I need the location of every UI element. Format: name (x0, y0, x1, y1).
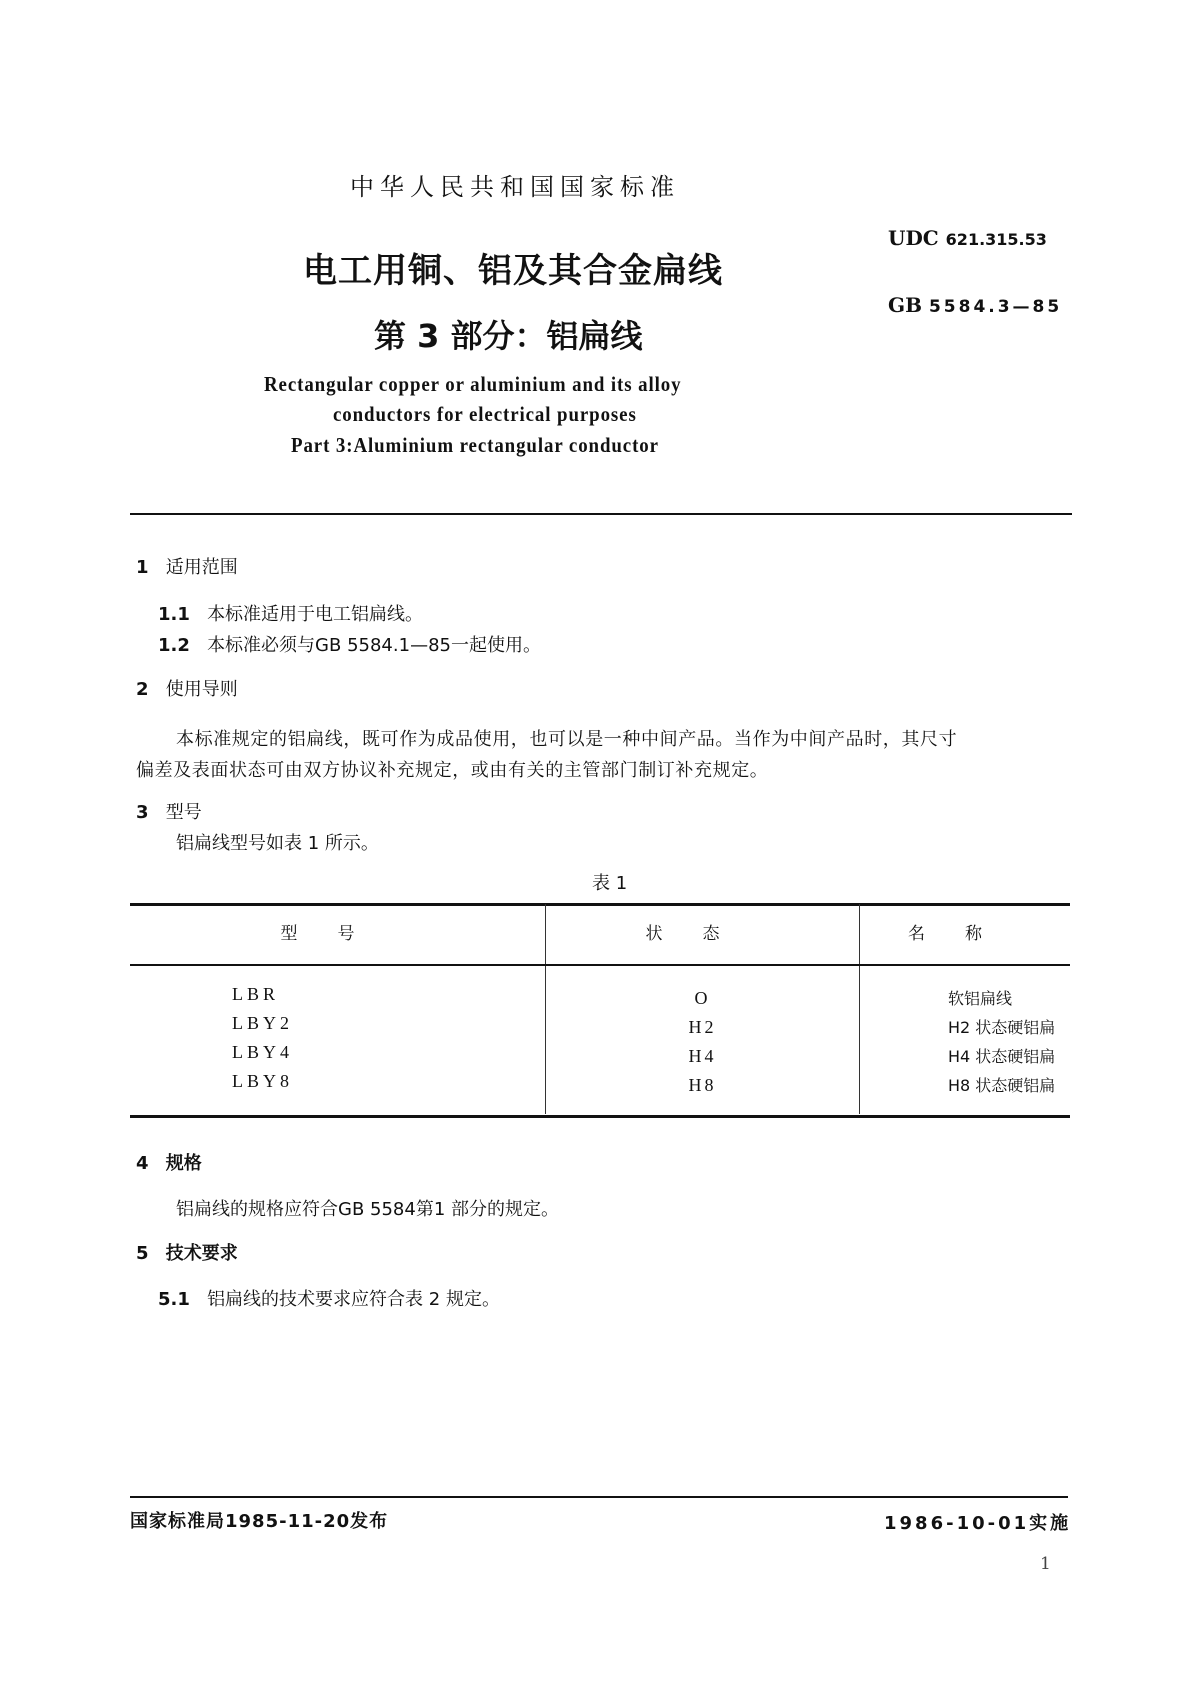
section-3-text: 铝扁线型号如表 1 所示。 (176, 833, 379, 854)
section-number: 3 (136, 802, 149, 823)
udc-label: UDC (888, 226, 939, 250)
table-cell: H8 状态硬铝扁 (948, 1076, 1056, 1095)
table-body (130, 965, 1070, 1114)
section-number: 2 (136, 679, 149, 700)
table-cell: LBY4 (232, 1042, 293, 1062)
table-cell: 软铝扁线 (948, 989, 1013, 1008)
section-title: 技术要求 (165, 1243, 238, 1264)
title-en-line1: Rectangular copper or aluminium and its alloy (264, 372, 682, 396)
section-1-heading (136, 556, 238, 580)
temper-column (546, 965, 860, 1114)
section-number: 5 (136, 1243, 149, 1264)
gb-label: GB (888, 293, 922, 317)
clause-1-2 (158, 634, 541, 658)
national-standard-heading: 中华人民共和国国家标准 (350, 173, 680, 201)
clause-5-1 (158, 1288, 500, 1312)
header-temper: 状态 (546, 904, 860, 965)
page-number: 1 (1040, 1554, 1051, 1574)
clause-text: 本标准必须与GB 5584.1—85一起使用。 (207, 635, 541, 656)
clause-number: 1.2 (158, 635, 190, 656)
section-4-heading (136, 1152, 202, 1176)
udc-code (888, 226, 1047, 252)
table-cell: LBY2 (232, 1013, 293, 1033)
section-4-text: 铝扁线的规格应符合GB 5584第1 部分的规定。 (176, 1199, 559, 1220)
title-en-line2: conductors for electrical purposes (333, 402, 637, 426)
table-cell: LBY8 (232, 1071, 293, 1091)
gb-code (888, 294, 1062, 318)
footer-rule (130, 1496, 1068, 1498)
title-en-line3: Part 3:Aluminium rectangular conductor (291, 433, 659, 457)
table-header-row (130, 904, 1070, 965)
model-column (130, 965, 546, 1114)
clause-1-1 (158, 603, 423, 627)
section-title: 型号 (165, 802, 202, 823)
effective-date: 1986-10-01实施 (884, 1513, 1072, 1534)
clause-text: 铝扁线的技术要求应符合表 2 规定。 (207, 1289, 500, 1310)
clause-number: 5.1 (158, 1289, 190, 1310)
section-2-heading (136, 678, 238, 702)
gb-value: 5584.3—85 (928, 297, 1063, 317)
table-bottom-rule (130, 1115, 1070, 1118)
table-cell: H2 (688, 1017, 717, 1037)
title-cn-line2: 第 3 部分：铝扁线 (374, 317, 643, 355)
section-title: 适用范围 (165, 557, 238, 578)
header-name: 名称 (860, 904, 1071, 965)
section-3-heading (136, 801, 202, 825)
section-number: 1 (136, 557, 149, 578)
section-title: 规格 (165, 1153, 202, 1174)
section-title: 使用导则 (165, 679, 238, 700)
section-5-heading (136, 1242, 238, 1266)
table-cell: H4 (688, 1046, 717, 1066)
section-number: 4 (136, 1153, 149, 1174)
section-2-paragraph-line2: 偏差及表面状态可由双方协议补充规定，或由有关的主管部门制订补充规定。 (136, 760, 769, 781)
header-model: 型号 (130, 904, 546, 965)
table-cell: H8 (688, 1075, 717, 1095)
clause-text: 本标准适用于电工铝扁线。 (207, 604, 424, 625)
table-1 (130, 904, 1070, 1114)
name-column (860, 965, 1071, 1114)
table-cell: H4 状态硬铝扁 (948, 1047, 1056, 1066)
table-cell: H2 状态硬铝扁 (948, 1018, 1056, 1037)
table-cell: O (694, 988, 711, 1008)
header-rule (130, 513, 1072, 515)
clause-number: 1.1 (158, 604, 190, 625)
issue-date: 国家标准局1985-11-20发布 (130, 1511, 389, 1532)
udc-value: 621.315.53 (945, 230, 1047, 249)
table-cell: LBR (232, 984, 280, 1004)
table-1-caption: 表 1 (592, 873, 628, 894)
section-2-paragraph-line1: 本标准规定的铝扁线，既可作为成品使用，也可以是一种中间产品。当作为中间产品时，其尺寸 (176, 729, 958, 750)
title-cn-line1: 电工用铜、铝及其合金扁线 (303, 251, 723, 291)
